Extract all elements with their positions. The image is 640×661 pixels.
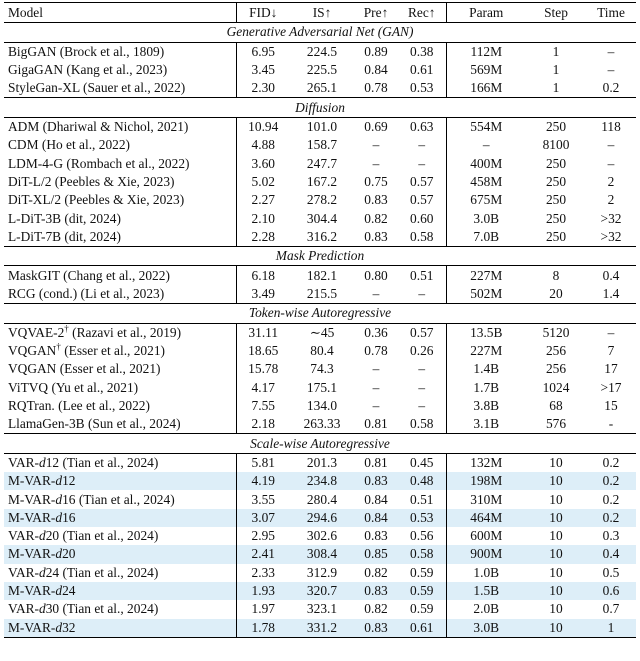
model-name: M-VAR-d16 <box>4 509 236 527</box>
table-body <box>4 23 636 638</box>
param-value: 166M <box>446 79 526 98</box>
precision-value: – <box>372 397 380 413</box>
fid-value: 2.10 <box>236 209 290 227</box>
step-value: 250 <box>545 192 567 208</box>
step-value: 250 <box>545 155 567 171</box>
model-name: LlamaGen-3B (Sun et al., 2024) <box>8 416 181 432</box>
header-fid: FID↓ <box>236 3 290 23</box>
precision-value: 0.83 <box>354 619 398 638</box>
fid-value: 5.81 <box>236 453 290 472</box>
param-value: 3.0B <box>446 209 526 227</box>
recall-value: 0.61 <box>410 61 434 77</box>
table-row <box>4 266 636 285</box>
precision-value: – <box>372 379 380 395</box>
model-name: VAR-d20 (Tian et al., 2024) <box>8 528 159 544</box>
recall-value: 0.53 <box>398 509 446 527</box>
table-row <box>4 79 636 98</box>
time-value: - <box>608 416 614 432</box>
fid-value: 4.17 <box>236 378 290 396</box>
step-value: 1 <box>552 43 560 59</box>
precision-value: 0.82 <box>364 564 388 580</box>
param-value: 502M <box>446 285 526 304</box>
model-name: M-VAR-d16 (Tian et al., 2024) <box>8 491 175 507</box>
recall-value: 0.57 <box>410 324 434 340</box>
model-name: VQVAE-2† (Razavi et al., 2019) <box>8 323 182 340</box>
section-header-row <box>4 98 636 118</box>
precision-value: 0.78 <box>364 343 388 358</box>
recall-value: 0.59 <box>398 582 446 600</box>
param-value: 3.1B <box>446 415 526 434</box>
table-row <box>4 323 636 342</box>
time-value: 0.7 <box>602 601 620 617</box>
time-value: 7 <box>607 343 615 358</box>
header-model: Model <box>4 3 236 23</box>
is-value: 280.4 <box>306 491 338 507</box>
precision-value: 0.83 <box>364 528 388 544</box>
time-value: – <box>607 155 615 171</box>
fid-value: 3.49 <box>236 285 290 304</box>
table-row <box>4 61 636 79</box>
recall-value: 0.26 <box>410 343 434 358</box>
model-name: VAR-d24 (Tian et al., 2024) <box>8 564 159 580</box>
time-value: – <box>607 43 615 59</box>
param-value: 3.0B <box>446 619 526 638</box>
table-row <box>4 378 636 396</box>
fid-value: 18.65 <box>236 342 290 360</box>
precision-value: 0.82 <box>364 210 388 226</box>
precision-value: 0.82 <box>364 601 388 617</box>
recall-value: 0.60 <box>410 210 434 226</box>
step-value: 10 <box>526 509 586 527</box>
is-value: 234.8 <box>290 472 354 490</box>
recall-value: 0.57 <box>410 173 434 189</box>
recall-value: 0.58 <box>410 416 434 432</box>
recall-value: – <box>418 285 426 301</box>
is-value: 225.5 <box>306 61 338 77</box>
results-table-wrapper <box>4 2 636 638</box>
time-value: 2 <box>607 173 615 189</box>
step-value: 10 <box>526 582 586 600</box>
table-row <box>4 342 636 360</box>
recall-value: – <box>418 361 426 377</box>
recall-value: 0.56 <box>410 528 434 544</box>
table-row <box>4 285 636 304</box>
is-value: 74.3 <box>310 361 334 377</box>
param-value: 227M <box>446 266 526 285</box>
step-value: 10 <box>549 564 563 580</box>
fid-value: 3.55 <box>236 490 290 508</box>
is-value: 312.9 <box>306 564 338 580</box>
precision-value: 0.85 <box>354 545 398 563</box>
section-header-row <box>4 23 636 43</box>
time-value: >17 <box>600 379 622 395</box>
is-value: 167.2 <box>306 173 338 189</box>
recall-value: – <box>418 155 426 171</box>
recall-value: 0.51 <box>410 491 434 507</box>
param-value: 198M <box>446 472 526 490</box>
model-name: CDM (Ho et al., 2022) <box>8 137 130 153</box>
time-value: 0.2 <box>602 454 620 470</box>
step-value: 576 <box>545 416 567 432</box>
table-row <box>4 415 636 434</box>
table-row <box>4 154 636 172</box>
time-value: 1.4 <box>602 285 620 301</box>
precision-value: – <box>372 155 380 171</box>
step-value: 10 <box>526 545 586 563</box>
fid-value: 3.07 <box>236 509 290 527</box>
is-value: 316.2 <box>306 228 338 244</box>
step-value: 10 <box>549 601 563 617</box>
model-name: BigGAN (Brock et al., 1809) <box>8 43 165 59</box>
is-value: 294.6 <box>290 509 354 527</box>
is-value: 302.6 <box>306 528 338 544</box>
table-row <box>4 42 636 61</box>
param-value: – <box>446 136 526 154</box>
is-value: 182.1 <box>306 267 338 283</box>
fid-value: 1.97 <box>236 600 290 618</box>
precision-value: – <box>372 285 380 301</box>
precision-value: – <box>372 361 380 377</box>
step-value: 250 <box>545 210 567 226</box>
header-step: Step <box>526 3 586 23</box>
precision-value: 0.83 <box>354 472 398 490</box>
header-time: Time <box>586 3 636 23</box>
is-value: 247.7 <box>306 155 338 171</box>
model-name: VAR-d12 (Tian et al., 2024) <box>8 454 159 470</box>
time-value: 0.2 <box>586 472 636 490</box>
model-name: RQTran. (Lee et al., 2022) <box>8 397 150 413</box>
step-value: 20 <box>549 285 563 301</box>
step-value: 10 <box>549 528 563 544</box>
time-value: >32 <box>600 228 622 244</box>
section-title: Mask Prediction <box>4 246 636 266</box>
recall-value: 0.61 <box>398 619 446 638</box>
param-value: 7.0B <box>446 228 526 247</box>
table-row <box>4 490 636 508</box>
table-row <box>4 619 636 638</box>
is-value: 224.5 <box>306 43 338 59</box>
time-value: 2 <box>607 192 615 208</box>
param-value: 2.0B <box>446 600 526 618</box>
table-row <box>4 191 636 209</box>
table-row <box>4 360 636 378</box>
section-title: Token-wise Autoregressive <box>4 304 636 324</box>
time-value: 0.2 <box>602 80 620 96</box>
time-value: 118 <box>601 119 621 135</box>
fid-value: 2.27 <box>236 191 290 209</box>
fid-value: 10.94 <box>236 117 290 136</box>
time-value: – <box>607 324 615 340</box>
model-name: ADM (Dhariwal & Nichol, 2021) <box>8 119 189 135</box>
recall-value: – <box>418 397 426 413</box>
fid-value: 3.60 <box>236 154 290 172</box>
step-value: 8100 <box>542 137 570 153</box>
recall-value: – <box>418 379 426 395</box>
model-name: DiT-XL/2 (Peebles & Xie, 2023) <box>8 192 185 208</box>
step-value: 256 <box>545 343 567 358</box>
precision-value: 0.84 <box>354 509 398 527</box>
is-value: 331.2 <box>290 619 354 638</box>
precision-value: 0.84 <box>364 61 388 77</box>
param-value: 569M <box>446 61 526 79</box>
header-precision: Pre↑ <box>354 3 398 23</box>
param-value: 464M <box>446 509 526 527</box>
header-row <box>4 3 636 23</box>
precision-value: 0.81 <box>364 454 388 470</box>
section-header-row <box>4 304 636 324</box>
param-value: 1.0B <box>446 564 526 582</box>
step-value: 68 <box>549 397 563 413</box>
table-row <box>4 509 636 527</box>
model-name: StyleGan-XL (Sauer et al., 2022) <box>8 80 186 96</box>
is-value: 201.3 <box>306 454 338 470</box>
header-param: Param <box>446 3 526 23</box>
precision-value: 0.84 <box>364 491 388 507</box>
is-value: 134.0 <box>306 397 338 413</box>
model-name: M-VAR-d12 <box>4 472 236 490</box>
is-value: ∼45 <box>309 324 335 340</box>
step-value: 250 <box>545 228 567 244</box>
section-header-row <box>4 246 636 266</box>
is-value: 278.2 <box>306 192 338 208</box>
fid-value: 31.11 <box>236 323 290 342</box>
step-value: 5120 <box>542 324 570 340</box>
step-value: 10 <box>549 491 563 507</box>
time-value: 15 <box>604 397 618 413</box>
precision-value: 0.78 <box>364 80 388 96</box>
section-title: Generative Adversarial Net (GAN) <box>4 23 636 43</box>
fid-value: 2.95 <box>236 527 290 545</box>
is-value: 158.7 <box>306 137 338 153</box>
is-value: 175.1 <box>306 379 338 395</box>
model-name: GigaGAN (Kang et al., 2023) <box>8 61 168 77</box>
model-name: L-DiT-3B (dit, 2024) <box>8 210 121 226</box>
precision-value: 0.80 <box>364 267 388 283</box>
time-value: – <box>607 137 615 153</box>
section-header-row <box>4 434 636 454</box>
precision-value: 0.36 <box>364 324 388 340</box>
recall-value: 0.58 <box>398 545 446 563</box>
param-value: 227M <box>446 342 526 360</box>
table-row <box>4 453 636 472</box>
table-row <box>4 545 636 563</box>
fid-value: 1.78 <box>236 619 290 638</box>
fid-value: 2.30 <box>236 79 290 98</box>
is-value: 308.4 <box>290 545 354 563</box>
recall-value: 0.38 <box>410 43 434 59</box>
table-row <box>4 564 636 582</box>
time-value: 0.2 <box>602 491 620 507</box>
step-value: 1024 <box>542 379 570 395</box>
time-value: 0.4 <box>602 267 620 283</box>
precision-value: 0.83 <box>364 192 388 208</box>
model-name: LDM-4-G (Rombach et al., 2022) <box>8 155 190 171</box>
is-value: 323.1 <box>306 601 338 617</box>
is-value: 265.1 <box>306 80 338 96</box>
model-name: VAR-d30 (Tian et al., 2024) <box>8 601 159 617</box>
table-row <box>4 582 636 600</box>
model-name: VQGAN† (Esser et al., 2021) <box>8 341 165 358</box>
step-value: 256 <box>545 361 567 377</box>
precision-value: 0.69 <box>364 119 388 135</box>
time-value: 17 <box>604 361 618 377</box>
is-value: 215.5 <box>306 285 338 301</box>
param-value: 1.7B <box>446 378 526 396</box>
param-value: 1.5B <box>446 582 526 600</box>
fid-value: 2.41 <box>236 545 290 563</box>
table-row <box>4 228 636 247</box>
time-value: 0.6 <box>586 582 636 600</box>
fid-value: 2.28 <box>236 228 290 247</box>
fid-value: 3.45 <box>236 61 290 79</box>
time-value: 0.3 <box>602 528 620 544</box>
param-value: 3.8B <box>446 397 526 415</box>
recall-value: 0.59 <box>410 564 434 580</box>
recall-value: – <box>418 137 426 153</box>
recall-value: 0.48 <box>398 472 446 490</box>
time-value: 0.2 <box>586 509 636 527</box>
is-value: 263.33 <box>303 416 341 432</box>
precision-value: 0.83 <box>364 228 388 244</box>
param-value: 310M <box>446 490 526 508</box>
precision-value: 0.81 <box>364 416 388 432</box>
model-name: L-DiT-7B (dit, 2024) <box>8 228 121 244</box>
model-name: MaskGIT (Chang et al., 2022) <box>8 267 170 283</box>
model-name: DiT-L/2 (Peebles & Xie, 2023) <box>8 173 175 189</box>
recall-value: 0.45 <box>410 454 434 470</box>
fid-value: 1.93 <box>236 582 290 600</box>
param-value: 600M <box>446 527 526 545</box>
param-value: 675M <box>446 191 526 209</box>
model-name: VQGAN (Esser et al., 2021) <box>8 361 161 377</box>
precision-value: 0.83 <box>354 582 398 600</box>
table-row <box>4 209 636 227</box>
recall-value: 0.59 <box>410 601 434 617</box>
param-value: 400M <box>446 154 526 172</box>
recall-value: 0.63 <box>410 119 434 135</box>
precision-value: 0.75 <box>364 173 388 189</box>
is-value: 320.7 <box>290 582 354 600</box>
table-row <box>4 173 636 191</box>
fid-value: 6.18 <box>236 266 290 285</box>
precision-value: – <box>372 137 380 153</box>
is-value: 80.4 <box>310 343 334 358</box>
recall-value: 0.53 <box>410 80 434 96</box>
model-name: M-VAR-d20 <box>4 545 236 563</box>
param-value: 458M <box>446 173 526 191</box>
fid-value: 2.33 <box>236 564 290 582</box>
table-row <box>4 472 636 490</box>
param-value: 1.4B <box>446 360 526 378</box>
time-value: 0.4 <box>586 545 636 563</box>
step-value: 250 <box>545 173 567 189</box>
fid-value: 6.95 <box>236 42 290 61</box>
time-value: – <box>607 61 615 77</box>
fid-value: 5.02 <box>236 173 290 191</box>
is-value: 304.4 <box>306 210 338 226</box>
step-value: 10 <box>526 472 586 490</box>
fid-value: 15.78 <box>236 360 290 378</box>
section-title: Scale-wise Autoregressive <box>4 434 636 454</box>
step-value: 1 <box>552 61 560 77</box>
table-row <box>4 397 636 415</box>
table-row <box>4 527 636 545</box>
model-name: RCG (cond.) (Li et al., 2023) <box>8 285 165 301</box>
model-name: ViTVQ (Yu et al., 2021) <box>8 379 139 395</box>
step-value: 1 <box>552 80 560 96</box>
param-value: 13.5B <box>446 323 526 342</box>
time-value: 0.5 <box>602 564 620 580</box>
param-value: 554M <box>446 117 526 136</box>
table-row <box>4 117 636 136</box>
model-name: M-VAR-d24 <box>4 582 236 600</box>
results-table <box>4 2 636 638</box>
table-row <box>4 136 636 154</box>
step-value: 250 <box>545 119 567 135</box>
precision-value: 0.89 <box>364 43 388 59</box>
time-value: 1 <box>586 619 636 638</box>
param-value: 132M <box>446 453 526 472</box>
param-value: 112M <box>446 42 526 61</box>
param-value: 900M <box>446 545 526 563</box>
recall-value: 0.58 <box>410 228 434 244</box>
fid-value: 7.55 <box>236 397 290 415</box>
step-value: 8 <box>552 267 560 283</box>
recall-value: 0.51 <box>410 267 434 283</box>
step-value: 10 <box>526 619 586 638</box>
section-title: Diffusion <box>4 98 636 118</box>
model-name: M-VAR-d32 <box>4 619 236 638</box>
fid-value: 4.19 <box>236 472 290 490</box>
step-value: 10 <box>549 454 563 470</box>
recall-value: 0.57 <box>410 192 434 208</box>
is-value: 101.0 <box>306 119 338 135</box>
table-row <box>4 600 636 618</box>
header-recall: Rec↑ <box>398 3 446 23</box>
header-is: IS↑ <box>290 3 354 23</box>
time-value: >32 <box>600 210 622 226</box>
fid-value: 4.88 <box>236 136 290 154</box>
fid-value: 2.18 <box>236 415 290 434</box>
